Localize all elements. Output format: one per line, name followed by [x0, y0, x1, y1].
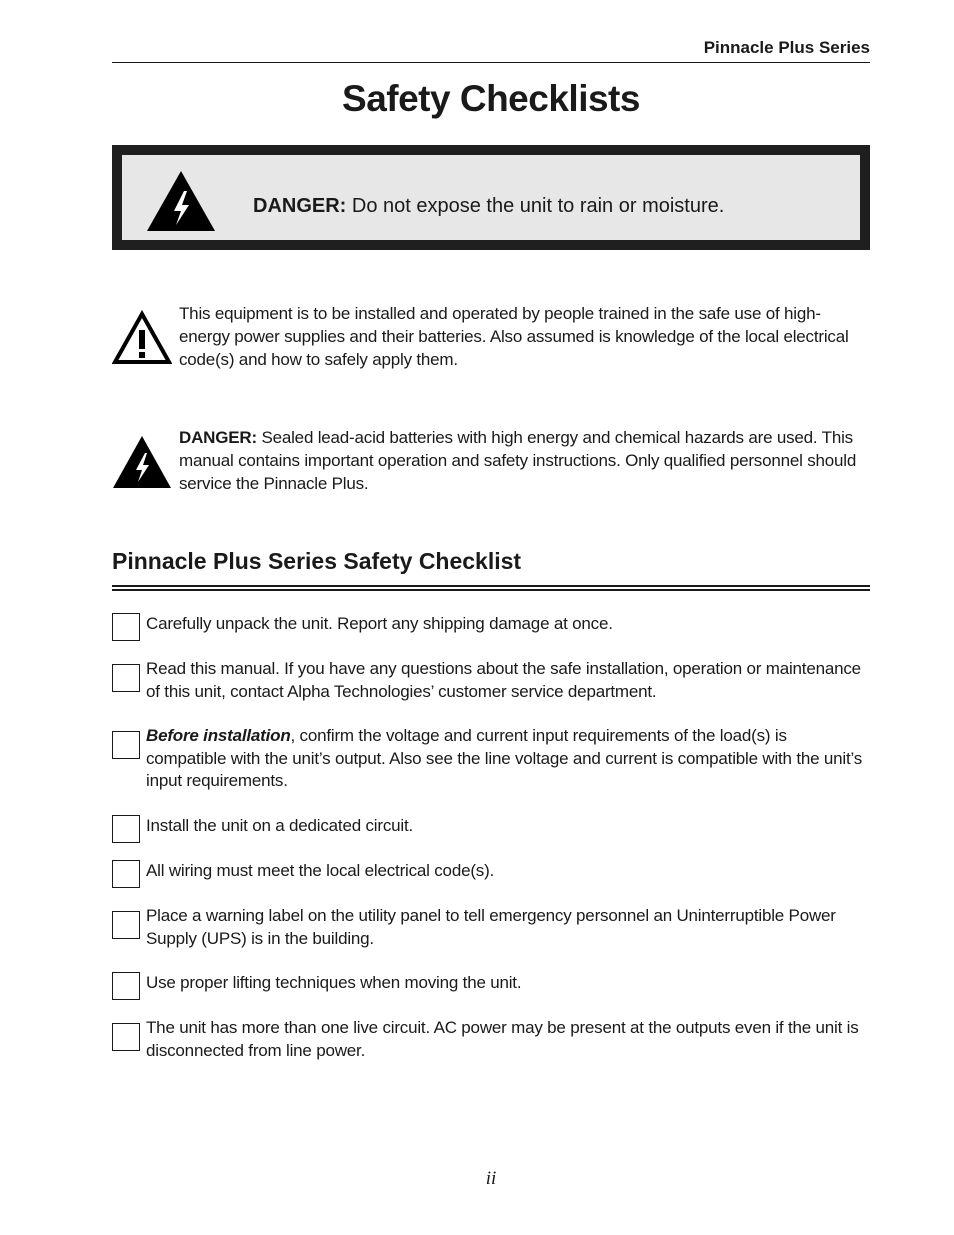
danger-callout-box [112, 145, 870, 250]
note-label: DANGER: [179, 428, 257, 447]
checklist-checkbox[interactable] [112, 972, 140, 1000]
page-title: Safety Checklists [342, 78, 640, 119]
high-voltage-warning-icon [145, 169, 217, 233]
battery-danger-note [112, 426, 870, 496]
checklist-item-text [146, 815, 870, 838]
checklist-item-text [146, 1017, 870, 1062]
running-header: Pinnacle Plus Series [703, 38, 870, 57]
checklist-item-lead: Before installation [146, 726, 291, 745]
checklist-item-body: All wiring must meet the local electrical code(s). [146, 861, 495, 880]
checklist-item-text [146, 972, 870, 995]
checklist-checkbox[interactable] [112, 815, 140, 843]
checklist-item-body: Read this manual. If you have any questions about the safe installation, operation or maintenance of this unit, contact Alpha Technologies’ customer service department. [146, 659, 861, 701]
checklist-item-text [146, 658, 870, 703]
header-rule [112, 62, 870, 63]
checklist-item-body: The unit has more than one live circuit. AC power may be present at the outputs even if the unit is disconnected from line power. [146, 1018, 859, 1060]
note-message: This equipment is to be installed and operated by people trained in the safe use of high-energy power supplies and their batteries. Also assumed is knowledge of the local electrical code(s) and how to safely apply them. [179, 304, 849, 369]
checklist-checkbox[interactable] [112, 731, 140, 759]
checklist-checkbox[interactable] [112, 664, 140, 692]
checklist-item-text [146, 613, 870, 636]
checklist-item-body: Carefully unpack the unit. Report any shipping damage at once. [146, 614, 613, 633]
checklist-checkbox[interactable] [112, 860, 140, 888]
checklist-item-body: Place a warning label on the utility panel to tell emergency personnel an Uninterruptible Power Supply (UPS) is in the building. [146, 906, 836, 948]
checklist-checkbox[interactable] [112, 1023, 140, 1051]
section-double-rule [112, 585, 870, 591]
danger-message: Do not expose the unit to rain or moisture. [346, 195, 725, 217]
training-warning-text [179, 302, 870, 371]
manual-page [112, 0, 870, 1235]
danger-label: DANGER: [253, 195, 347, 217]
checklist-item-body: , confirm the voltage and current input requirements of the load(s) is compatible with the unit’s output. Also see the line voltage and current is compatible with the unit’s input requirements. [146, 726, 863, 790]
high-voltage-warning-icon [112, 434, 172, 490]
checklist-item-body: Use proper lifting techniques when moving the unit. [146, 973, 522, 992]
page-number: ii [485, 1168, 497, 1189]
exclamation-warning-icon [112, 310, 172, 366]
danger-callout-text [253, 195, 724, 218]
checklist-item-text [146, 905, 870, 950]
training-warning-note [112, 302, 870, 372]
checklist-item-text [146, 860, 870, 883]
checklist-checkbox[interactable] [112, 911, 140, 939]
checklist-title: Pinnacle Plus Series Safety Checklist [112, 548, 522, 574]
checklist-item-text [146, 725, 870, 793]
checklist-item-body: Install the unit on a dedicated circuit. [146, 816, 413, 835]
note-message: Sealed lead-acid batteries with high energy and chemical hazards are used. This manual contains important operation and safety instructions. Only qualified personnel should service the Pinnacle Plus. [179, 428, 857, 493]
battery-danger-text [179, 426, 870, 495]
checklist-checkbox[interactable] [112, 613, 140, 641]
